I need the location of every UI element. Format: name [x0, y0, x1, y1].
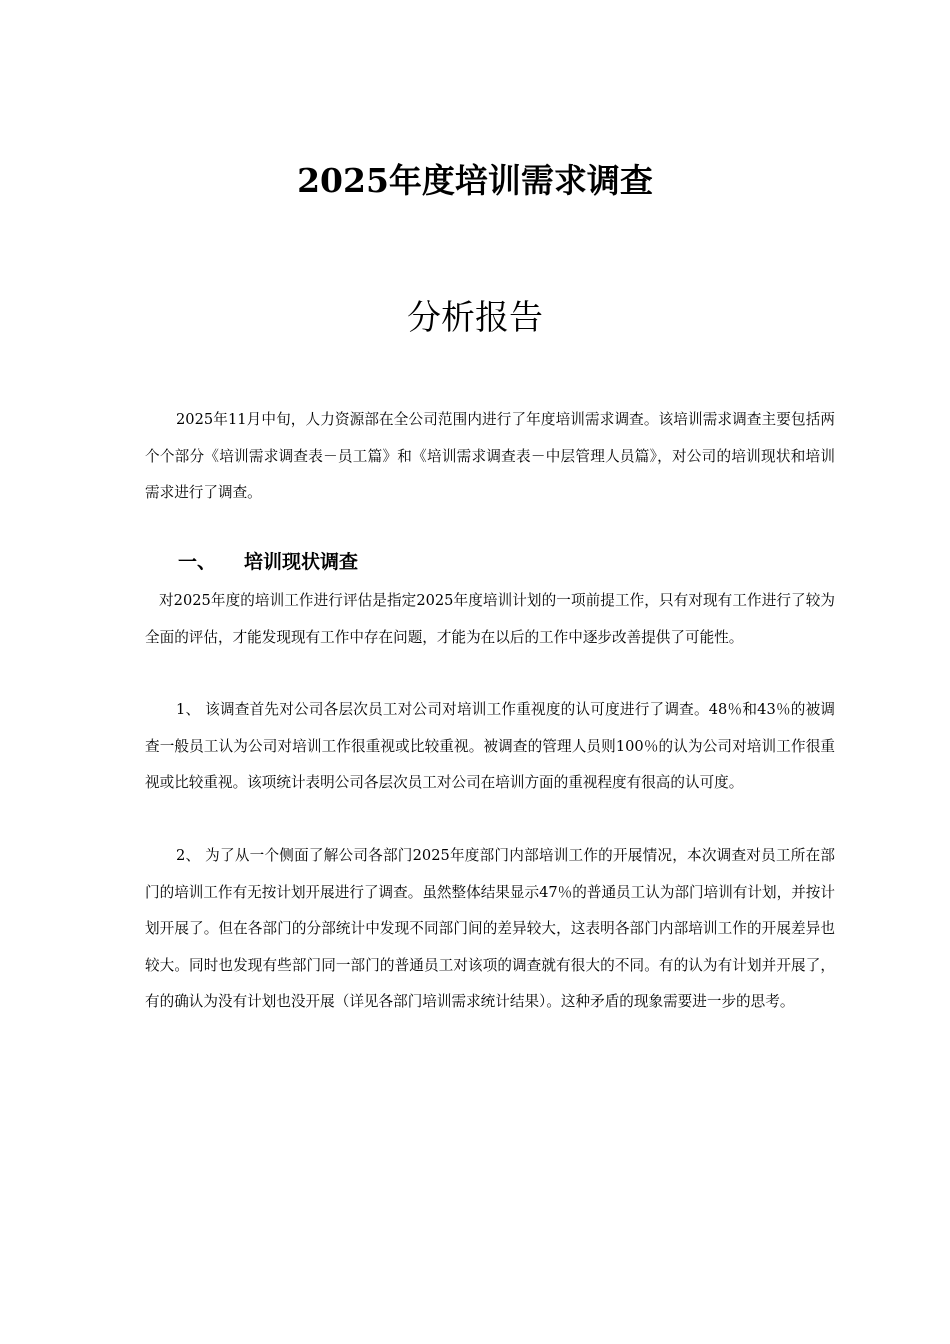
- section-paragraph: 对2025年度的培训工作进行评估是指定2025年度培训计划的一项前提工作，只有对现有工作进行了较为全面的评估，才能发现现有工作中存在问题，才能为在以后的工作中逐步改善提供了可能性。: [145, 592, 835, 646]
- section-paragraph: 1、 该调查首先对公司各层次员工对公司对培训工作重视度的认可度进行了调查。48％和43％的被调查一般员工认为公司对培训工作很重视或比较重视。被调查的管理人员则100％的认为公司对培训工作很重视或比较重视。该项统计表明公司各层次员工对公司在培训方面的重视程度有很高的认可度。: [145, 701, 835, 792]
- section-number: 一、: [178, 551, 217, 573]
- document-title: 2025年度培训需求调查: [297, 161, 653, 200]
- section-paragraph: 2、 为了从一个侧面了解公司各部门2025年度部门内部培训工作的开展情况，本次调查对员工所在部门的培训工作有无按计划开展进行了调查。虽然整体结果显示47％的普通员工认为部门培训有计划，并按计划开展了。但在各部门的分部统计中发现不同部门间的差异较大，这表明各部门内部培训工作的开展差异也较大。同时也发现有些部门同一部门的普通员工对该项的调查就有很大的不同。有的认为有计划并开展了，有的确认为没有计划也没开展（详见各部门培训需求统计结果）。这种矛盾的现象需要进一步的思考。: [145, 847, 835, 1011]
- intro-paragraph: 2025年11月中旬，人力资源部在全公司范围内进行了年度培训需求调查。该培训需求调查主要包括两个个部分《培训需求调查表－员工篇》和《培训需求调查表－中层管理人员篇》，对公司的培训现状和培训需求进行了调查。: [145, 411, 835, 502]
- section-title: 培训现状调查: [244, 551, 359, 573]
- document-subtitle: 分析报告: [407, 298, 543, 338]
- section-heading: [178, 547, 358, 574]
